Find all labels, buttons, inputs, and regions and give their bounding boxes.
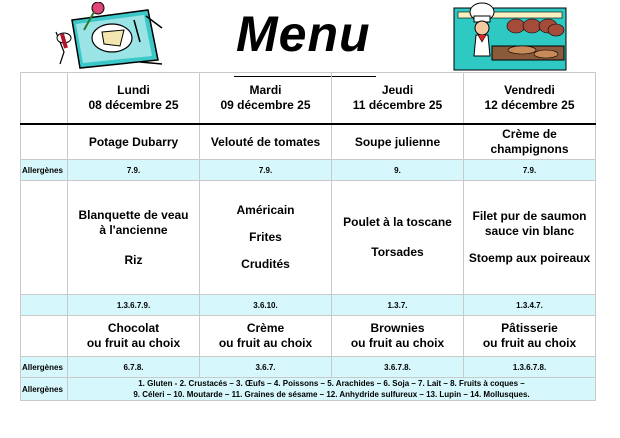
- dining-table-clipart: [50, 2, 168, 72]
- dessert-cell: [68, 316, 200, 357]
- allergen-codes: 7.9.: [464, 160, 596, 181]
- dessert-name: Brownies: [370, 321, 425, 335]
- main-line: Poulet à la toscane: [343, 215, 452, 229]
- allergen-codes: 1.3.6.7.8.: [464, 357, 596, 378]
- day-header-row: [21, 73, 596, 125]
- main-line: Torsades: [371, 245, 424, 259]
- dessert-name: Pâtisserie: [501, 321, 558, 335]
- allergen-codes: 7.9.: [200, 160, 332, 181]
- main-course-cell: [464, 181, 596, 295]
- dessert-row: [21, 316, 596, 357]
- row-label-empty: [21, 295, 68, 316]
- allergen-legend-line: 9. Céleri – 10. Moutarde – 11. Graines de sésame – 12. Anhydride sulfureux – 13. Lupin – 14. Mollusques.: [133, 390, 530, 399]
- main-course-cell: [332, 181, 464, 295]
- main-course-cell: [68, 181, 200, 295]
- allergen-codes: 6.7.8.: [68, 357, 200, 378]
- day-header: [332, 73, 464, 125]
- main-line: Crudités: [241, 257, 290, 271]
- allergen-codes: 3.6.7.: [200, 357, 332, 378]
- day-header: [200, 73, 332, 125]
- main-line: Riz: [124, 252, 143, 267]
- dessert-name: Chocolat: [107, 321, 160, 335]
- day-name: Lundi: [117, 83, 150, 97]
- soup-cell: [464, 124, 596, 160]
- main-line: à l'ancienne: [99, 222, 168, 237]
- allergen-codes: 3.6.10.: [200, 295, 332, 316]
- dessert-alt: ou fruit au choix: [86, 336, 181, 350]
- page-title: Menu: [236, 6, 371, 62]
- allergen-legend-row: [21, 378, 596, 401]
- dessert-cell: [200, 316, 332, 357]
- day-header: [464, 73, 596, 125]
- header-corner: [21, 73, 68, 125]
- soup-cell: Soupe julienne: [332, 124, 464, 160]
- main-line: Blanquette de veau: [78, 207, 189, 222]
- allergen-codes: 9.: [332, 160, 464, 181]
- main-line: Américain: [236, 203, 295, 217]
- soup-cell: Velouté de tomates: [200, 124, 332, 160]
- allergen-legend-line: 1. Gluten - 2. Crustacés – 3. Œufs – 4. Poissons – 5. Arachides – 6. Soja – 7. Lait – 8. Fruits à coques –: [138, 379, 525, 388]
- weekly-menu-table: [20, 72, 596, 401]
- day-date: 11 décembre 25: [352, 98, 443, 112]
- main-line: Filet pur de saumon: [472, 209, 587, 223]
- day-name: Jeudi: [381, 83, 414, 97]
- main-line: Frites: [249, 230, 282, 244]
- day-date: 09 décembre 25: [220, 98, 311, 112]
- soup-name: Crème de champignons: [490, 127, 569, 156]
- soup-allergens-row: [21, 160, 596, 181]
- main-course-cell: [200, 181, 332, 295]
- day-date: 12 décembre 25: [484, 98, 575, 112]
- allergen-codes: 1.3.7.: [332, 295, 464, 316]
- dessert-alt: ou fruit au choix: [350, 336, 445, 350]
- allergens-label: Allergènes: [21, 160, 68, 181]
- allergen-codes: 3.6.7.8.: [332, 357, 464, 378]
- main-line: Stoemp aux poireaux: [468, 251, 591, 265]
- row-label-empty: [21, 181, 68, 295]
- allergen-codes: 1.3.6.7.9.: [68, 295, 200, 316]
- dessert-name: Crème: [246, 321, 285, 335]
- dessert-cell: [332, 316, 464, 357]
- row-label-empty: [21, 316, 68, 357]
- main-course-row: [21, 181, 596, 295]
- chef-clipart: [452, 2, 570, 72]
- dessert-allergens-row: [21, 357, 596, 378]
- row-label-empty: [21, 124, 68, 160]
- allergen-codes: 7.9.: [68, 160, 200, 181]
- allergens-label: Allergènes: [21, 378, 68, 401]
- main-allergens-row: [21, 295, 596, 316]
- allergen-codes: 1.3.4.7.: [464, 295, 596, 316]
- dessert-alt: ou fruit au choix: [482, 336, 577, 350]
- dessert-cell: [464, 316, 596, 357]
- soup-row: [21, 124, 596, 160]
- day-date: 08 décembre 25: [88, 98, 179, 112]
- day-header: [68, 73, 200, 125]
- soup-cell: Potage Dubarry: [68, 124, 200, 160]
- allergen-legend: [68, 378, 596, 401]
- allergens-label: Allergènes: [21, 357, 68, 378]
- day-name: Vendredi: [504, 83, 555, 97]
- dessert-alt: ou fruit au choix: [218, 336, 313, 350]
- main-line: sauce vin blanc: [484, 224, 575, 238]
- day-name: Mardi: [249, 83, 282, 97]
